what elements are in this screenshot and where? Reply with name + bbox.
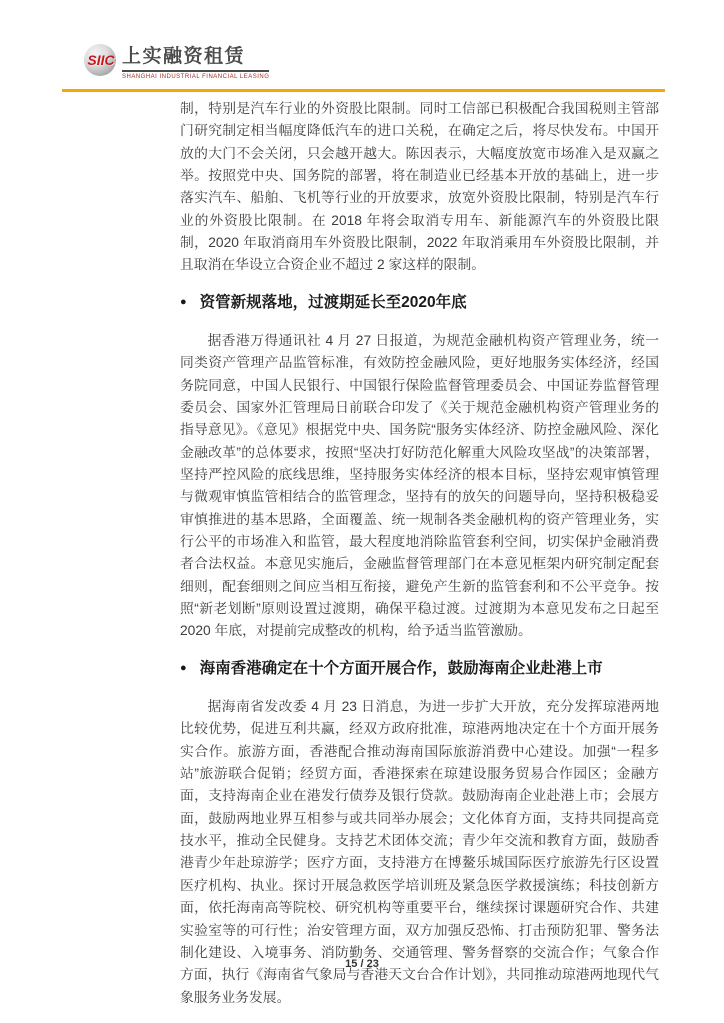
bullet-icon: ● xyxy=(180,661,187,674)
section-paragraph-1: 据香港万得通讯社 4 月 27 日报道，为规范金融机构资产管理业务，统一同类资产管理产品监管标准，有效防控金融风险，更好地服务实体经济，经国务院同意，中国人民银行、中国银行保险监督管理委员会、中国证券监督管理委员会、国家外汇管理局日前联合印发了《关于规范金融机构资产管理业务的指导意见》。《意见》根据党中央、国务院“服务实体经济、防控金融风险、深化金融改革”的总体要求，按照“坚决打好防范化解重大风险攻坚战”的决策部署，坚持严控风险的底线思维，坚持服务实体经济的根本目标，坚持宏观审慎管理与微观审慎监管相结合的监管理念，坚持有的放矢的问题导向，坚持积极稳妥审慎推进的基本思路，全面覆盖、统一规制各类金融机构的资产管理业务，实行公平的市场准入和监管，最大程度地消除监管套利空间，切实保护金融消费者合法权益。本意见实施后，金融监督管理部门在本意见框架内研究制定配套细则，配套细则之间应当相互衔接，避免产生新的监管套利和不公平竞争。按照“新老划断”原则设置过渡期，确保平稳过渡。过渡期为本意见发布之日起至 2020 年底，对提前完成整改的机构，给予适当监管激励。 xyxy=(180,333,659,639)
heading-text: 资管新规落地，过渡期延长至2020年底 xyxy=(199,293,467,311)
logo-name-chinese: 上实融资租赁 xyxy=(122,46,269,72)
company-logo xyxy=(84,44,269,80)
heading-text: 海南香港确定在十个方面开展合作，鼓励海南企业赴港上市 xyxy=(199,659,603,677)
logo-name-english: SHANGHAI INDUSTRIAL FINANCIAL LEASING xyxy=(122,73,270,80)
section-heading-1 xyxy=(180,291,659,314)
page-footer xyxy=(0,958,724,970)
bullet-icon: ● xyxy=(180,295,187,308)
section-paragraph-2: 据海南省发改委 4 月 23 日消息，为进一步扩大开放，充分发挥琼港两地比较优势，促进互利共赢，经双方政府批准，琼港两地决定在十个方面开展务实合作。旅游方面，香港配合推动海南国际旅游消费中心建设。加强“一程多站”旅游联合促销；经贸方面，香港探索在琼建设服务贸易合作园区；金融方面，支持海南企业在港发行债券及银行贷款。鼓励海南企业赴港上市；会展方面，鼓励两地业界互相参与或共同举办展会；文化体育方面，支持共同提高竞技水平，推动全民健身。支持艺术团体交流；青少年交流和教育方面，鼓励香港青少年赴琼游学；医疗方面，支持港方在博鳌乐城国际医疗旅游先行区设置医疗机构、执业。探讨开展急救医学培训班及紧急医学救援演练；科技创新方面，依托海南高等院校、研究机构等重要平台，继续探讨课题研究合作、共建实验室等的可行性；治安管理方面，双方加强反恐怖、打击预防犯罪、警务法制化建设、入境事务、消防勤务、交通管理、警务督察的交流合作；气象合作方面，执行《海南省气象局与香港天文台合作计划》，共同推动琼港两地现代气象服务业务发展。 xyxy=(180,699,659,1005)
siic-globe-icon xyxy=(84,44,116,76)
logo-text xyxy=(122,44,269,80)
intro-paragraph: 制，特别是汽车行业的外资股比限制。同时工信部已积极配合我国税则主管部门研究制定相当幅度降低汽车的进口关税，在确定之后，将尽快发布。中国开放的大门不会关闭，只会越开越大。陈因表示，大幅度放宽市场准入是双赢之举。按照党中央、国务院的部署，将在制造业已经基本开放的基础上，进一步落实汽车、船舶、飞机等行业的开放要求，放宽外资股比限制，特别是汽车行业的外资股比限制。在 2018 年将会取消专用车、新能源汽车的外资股比限制，2020 年取消商用车外资股比限制，2022 年取消乘用车外资股比限制，并且取消在华设立合资企业不超过 2 家这样的限制。 xyxy=(180,101,659,273)
logo-abbr: SIIC xyxy=(87,52,115,68)
section-heading-2 xyxy=(180,657,659,680)
header-divider xyxy=(62,89,665,92)
document-body xyxy=(180,98,659,1009)
page-number: 15 / 23 xyxy=(345,958,379,970)
